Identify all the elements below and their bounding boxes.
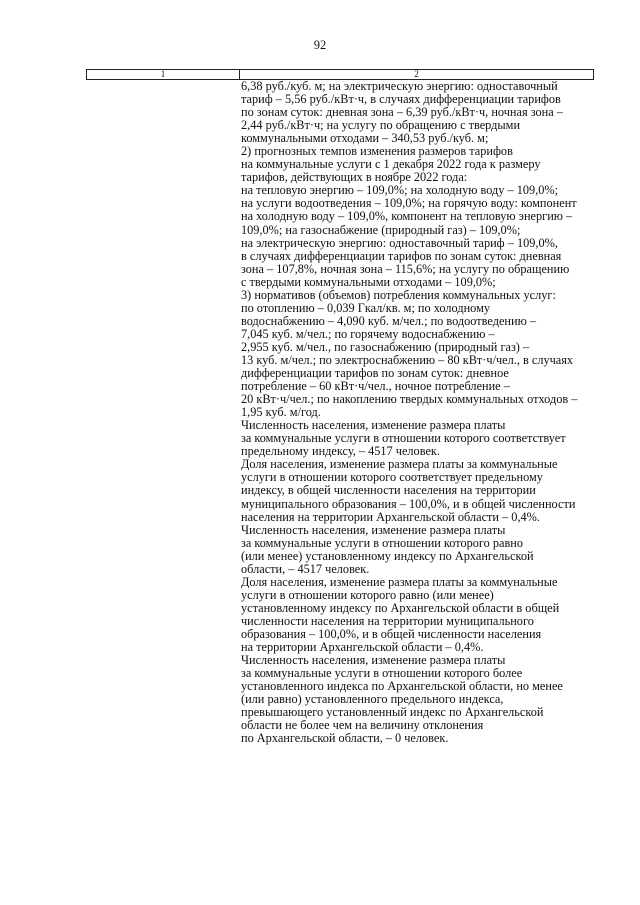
text-line: 2,955 куб. м/чел., по газоснабжению (природный газ) – [241, 339, 530, 354]
text-line: за коммунальные услуги в отношении которого более [241, 666, 523, 681]
text-line: тариф – 5,56 руб./кВт·ч, в случаях дифференциации тарифов [241, 92, 561, 107]
text-line: услуги в отношении которого равно (или менее) [241, 587, 494, 602]
text-line: Доля населения, изменение размера платы за коммунальные [241, 457, 558, 472]
text-line: предельному индексу, – 4517 человек. [241, 444, 440, 459]
text-line: по зонам суток: дневная зона – 6,39 руб./кВт·ч, ночная зона – [241, 105, 563, 120]
text-line: в случаях дифференциации тарифов по зонам суток: дневная [241, 248, 562, 263]
text-line: области не более чем на величину отклонения [241, 718, 484, 733]
text-line: дифференциации тарифов по зонам суток: дневное [241, 366, 509, 381]
text-line: 20 кВт·ч/чел.; по накоплению твердых коммунальных отходов – [241, 392, 578, 407]
text-line: установленного индекса по Архангельской области, но менее [241, 679, 563, 694]
text-line: за коммунальные услуги в отношении которого соответствует [241, 431, 566, 446]
text-line: 2,44 руб./кВт·ч; на услугу по обращению с твердыми [241, 118, 521, 133]
text-line: услуги в отношении которого соответствует предельному [241, 470, 543, 485]
text-line: 3) нормативов (объемов) потребления коммунальных услуг: [241, 287, 556, 302]
text-line: 6,38 руб./куб. м; на электрическую энергию: одноставочный [241, 79, 558, 93]
text-line: установленному индексу по Архангельской области в общей [241, 600, 560, 615]
text-line: на электрическую энергию: одноставочный тариф – 109,0%, [241, 235, 558, 250]
text-line: муниципального образования – 100,0%, и в общей численности [241, 496, 576, 511]
text-line: 109,0%; на газоснабжение (природный газ) – 109,0%; [241, 222, 521, 237]
text-line: на услуги водоотведения – 109,0%; на горячую воду: компонент [241, 196, 577, 211]
text-line: Доля населения, изменение размера платы за коммунальные [241, 574, 558, 589]
document-body-text [241, 80, 601, 745]
text-line: за коммунальные услуги в отношении которого равно [241, 535, 524, 550]
text-line: на тепловую энергию – 109,0%; на холодную воду – 109,0%; [241, 183, 559, 198]
text-line: по отоплению – 0,039 Гкал/кв. м; по холодному [241, 300, 491, 315]
text-line: (или равно) установленного предельного индекса, [241, 692, 504, 707]
text-line: с твердыми коммунальными отходами – 109,0%; [241, 274, 496, 289]
page-number: 92 [313, 38, 327, 52]
text-line: Численность населения, изменение размера платы [241, 522, 506, 537]
text-line: коммунальными отходами – 340,53 руб./куб. м; [241, 131, 489, 146]
text-line: Численность населения, изменение размера платы [241, 418, 506, 433]
text-line: водоснабжению – 4,090 куб. м/чел.; по водоотведению – [241, 313, 536, 328]
text-line: по Архангельской области, – 0 человек. [241, 731, 449, 746]
text-line: на коммунальные услуги с 1 декабря 2022 года к размеру [241, 157, 541, 172]
text-line: Численность населения, изменение размера платы [241, 653, 506, 668]
text-line: 2) прогнозных темпов изменения размеров тарифов [241, 144, 513, 159]
text-line: 13 куб. м/чел.; по электроснабжению – 80 кВт·ч/чел., в случаях [241, 352, 574, 367]
text-line: численности населения на территории муниципального [241, 613, 534, 628]
text-line: населения на территории Архангельской области – 0,4%. [241, 509, 540, 524]
text-line: индексу, в общей численности населения на территории [241, 483, 536, 498]
text-line: превышающего установленный индекс по Архангельской [241, 705, 544, 720]
text-line: на холодную воду – 109,0%, компонент на тепловую энергию – [241, 209, 573, 224]
table-header-col-1: 1 [87, 70, 240, 79]
text-line: потребление – 60 кВт·ч/чел., ночное потребление – [241, 379, 510, 394]
text-line: образования – 100,0%, и в общей численности населения [241, 626, 542, 641]
text-line: (или менее) установленному индексу по Архангельской [241, 548, 534, 563]
text-line: тарифов, действующих в ноябре 2022 года: [241, 170, 468, 185]
text-line: 1,95 куб. м/год. [241, 405, 321, 420]
text-line: на территории Архангельской области – 0,4%. [241, 640, 484, 655]
text-line: 7,045 куб. м/чел.; по горячему водоснабжению – [241, 326, 495, 341]
text-line: зона – 107,8%, ночная зона – 115,6%; на услугу по обращению [241, 261, 570, 276]
text-line: области, – 4517 человек. [241, 561, 370, 576]
table-header-col-2: 2 [414, 69, 419, 79]
